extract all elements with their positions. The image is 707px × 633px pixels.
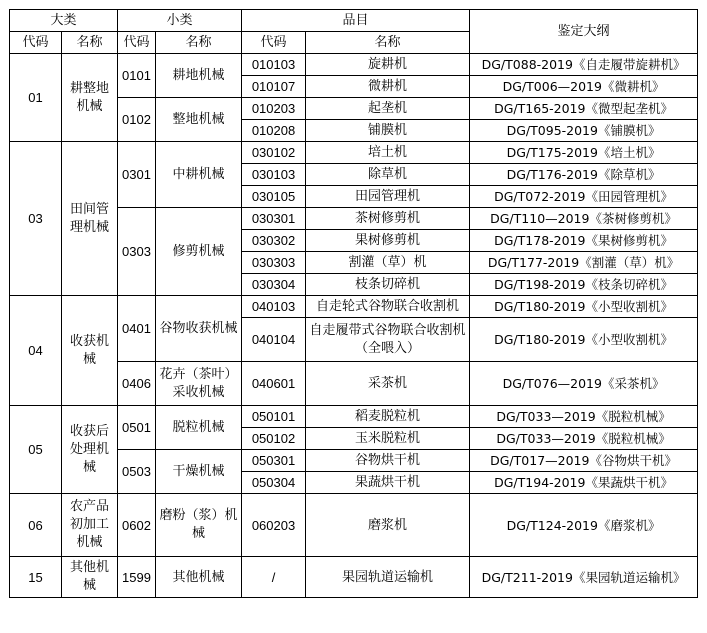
subgroup-name: 耕地机械 — [156, 54, 242, 98]
item-code: 060203 — [242, 494, 306, 557]
subgroup-code: 0301 — [118, 142, 156, 208]
item-name: 磨浆机 — [306, 494, 470, 557]
item-outline: DG/T194-2019《果蔬烘干机》 — [470, 472, 698, 494]
item-outline: DG/T076—2019《采茶机》 — [470, 362, 698, 406]
table-wrapper — [9, 9, 698, 598]
item-code: 030303 — [242, 252, 306, 274]
group-name: 田间管理机械 — [62, 142, 118, 296]
subgroup-name: 整地机械 — [156, 98, 242, 142]
item-code: / — [242, 557, 306, 598]
item-name: 果园轨道运输机 — [306, 557, 470, 598]
table-row — [10, 494, 698, 557]
item-name: 稻麦脱粒机 — [306, 406, 470, 428]
item-name: 谷物烘干机 — [306, 450, 470, 472]
header-name: 名称 — [306, 32, 470, 54]
item-name: 割灌（草）机 — [306, 252, 470, 274]
group-code: 04 — [10, 296, 62, 406]
item-outline: DG/T211-2019《果园轨道运输机》 — [470, 557, 698, 598]
item-outline: DG/T095-2019《铺膜机》 — [470, 120, 698, 142]
header-code: 代码 — [118, 32, 156, 54]
subgroup-name: 谷物收获机械 — [156, 296, 242, 362]
item-code: 050102 — [242, 428, 306, 450]
item-outline: DG/T033—2019《脱粒机械》 — [470, 406, 698, 428]
subgroup-name: 磨粉（浆）机械 — [156, 494, 242, 557]
subgroup-name: 干燥机械 — [156, 450, 242, 494]
item-code: 030102 — [242, 142, 306, 164]
header-item: 品目 — [242, 10, 470, 32]
group-code: 15 — [10, 557, 62, 598]
group-code: 03 — [10, 142, 62, 296]
item-outline: DG/T088-2019《自走履带旋耕机》 — [470, 54, 698, 76]
subgroup-name: 花卉（茶叶）采收机械 — [156, 362, 242, 406]
table-row — [10, 296, 698, 318]
header-major: 大类 — [10, 10, 118, 32]
item-outline: DG/T006—2019《微耕机》 — [470, 76, 698, 98]
group-name: 农产品初加工机械 — [62, 494, 118, 557]
group-code: 05 — [10, 406, 62, 494]
table-row — [10, 557, 698, 598]
item-code: 010203 — [242, 98, 306, 120]
item-name: 果蔬烘干机 — [306, 472, 470, 494]
item-outline: DG/T177-2019《割灌（草）机》 — [470, 252, 698, 274]
subgroup-code: 0503 — [118, 450, 156, 494]
item-outline: DG/T072-2019《田园管理机》 — [470, 186, 698, 208]
header-minor: 小类 — [118, 10, 242, 32]
item-name: 田园管理机 — [306, 186, 470, 208]
item-code: 040104 — [242, 318, 306, 362]
group-name: 收获机械 — [62, 296, 118, 406]
header-code: 代码 — [242, 32, 306, 54]
item-code: 030103 — [242, 164, 306, 186]
item-name: 微耕机 — [306, 76, 470, 98]
item-name: 铺膜机 — [306, 120, 470, 142]
table-row — [10, 142, 698, 164]
item-code: 010103 — [242, 54, 306, 76]
item-name: 除草机 — [306, 164, 470, 186]
item-code: 050101 — [242, 406, 306, 428]
item-name: 果树修剪机 — [306, 230, 470, 252]
subgroup-name: 脱粒机械 — [156, 406, 242, 450]
item-name: 采茶机 — [306, 362, 470, 406]
group-name: 耕整地机械 — [62, 54, 118, 142]
subgroup-code: 0401 — [118, 296, 156, 362]
subgroup-code: 0406 — [118, 362, 156, 406]
item-name: 旋耕机 — [306, 54, 470, 76]
item-code: 030304 — [242, 274, 306, 296]
header-code: 代码 — [10, 32, 62, 54]
subgroup-code: 0101 — [118, 54, 156, 98]
header-outline: 鉴定大纲 — [470, 10, 698, 54]
table-row — [10, 406, 698, 428]
item-name: 起垄机 — [306, 98, 470, 120]
item-code: 010208 — [242, 120, 306, 142]
item-name: 枝条切碎机 — [306, 274, 470, 296]
subgroup-code: 0602 — [118, 494, 156, 557]
table-row — [10, 54, 698, 76]
item-code: 010107 — [242, 76, 306, 98]
item-outline: DG/T033—2019《脱粒机械》 — [470, 428, 698, 450]
group-code: 01 — [10, 54, 62, 142]
subgroup-code: 1599 — [118, 557, 156, 598]
item-code: 030301 — [242, 208, 306, 230]
item-name: 玉米脱粒机 — [306, 428, 470, 450]
item-outline: DG/T198-2019《枝条切碎机》 — [470, 274, 698, 296]
item-name: 自走履带式谷物联合收割机（全喂入） — [306, 318, 470, 362]
item-name: 茶树修剪机 — [306, 208, 470, 230]
subgroup-code: 0501 — [118, 406, 156, 450]
subgroup-code: 0102 — [118, 98, 156, 142]
subgroup-name: 其他机械 — [156, 557, 242, 598]
item-outline: DG/T165-2019《微型起垄机》 — [470, 98, 698, 120]
item-code: 040103 — [242, 296, 306, 318]
catalog-table — [9, 9, 698, 598]
item-outline: DG/T180-2019《小型收割机》 — [470, 318, 698, 362]
item-outline: DG/T178-2019《果树修剪机》 — [470, 230, 698, 252]
item-code: 030105 — [242, 186, 306, 208]
item-outline: DG/T110—2019《茶树修剪机》 — [470, 208, 698, 230]
item-outline: DG/T124-2019《磨浆机》 — [470, 494, 698, 557]
item-outline: DG/T176-2019《除草机》 — [470, 164, 698, 186]
header-name: 名称 — [62, 32, 118, 54]
group-name: 收获后处理机械 — [62, 406, 118, 494]
item-outline: DG/T175-2019《培土机》 — [470, 142, 698, 164]
item-code: 050301 — [242, 450, 306, 472]
group-name: 其他机械 — [62, 557, 118, 598]
header-name: 名称 — [156, 32, 242, 54]
item-name: 自走轮式谷物联合收割机 — [306, 296, 470, 318]
header-row-1 — [10, 10, 698, 32]
item-code: 040601 — [242, 362, 306, 406]
item-outline: DG/T017—2019《谷物烘干机》 — [470, 450, 698, 472]
item-outline: DG/T180-2019《小型收割机》 — [470, 296, 698, 318]
item-name: 培土机 — [306, 142, 470, 164]
subgroup-code: 0303 — [118, 208, 156, 296]
item-code: 050304 — [242, 472, 306, 494]
group-code: 06 — [10, 494, 62, 557]
item-code: 030302 — [242, 230, 306, 252]
subgroup-name: 中耕机械 — [156, 142, 242, 208]
subgroup-name: 修剪机械 — [156, 208, 242, 296]
